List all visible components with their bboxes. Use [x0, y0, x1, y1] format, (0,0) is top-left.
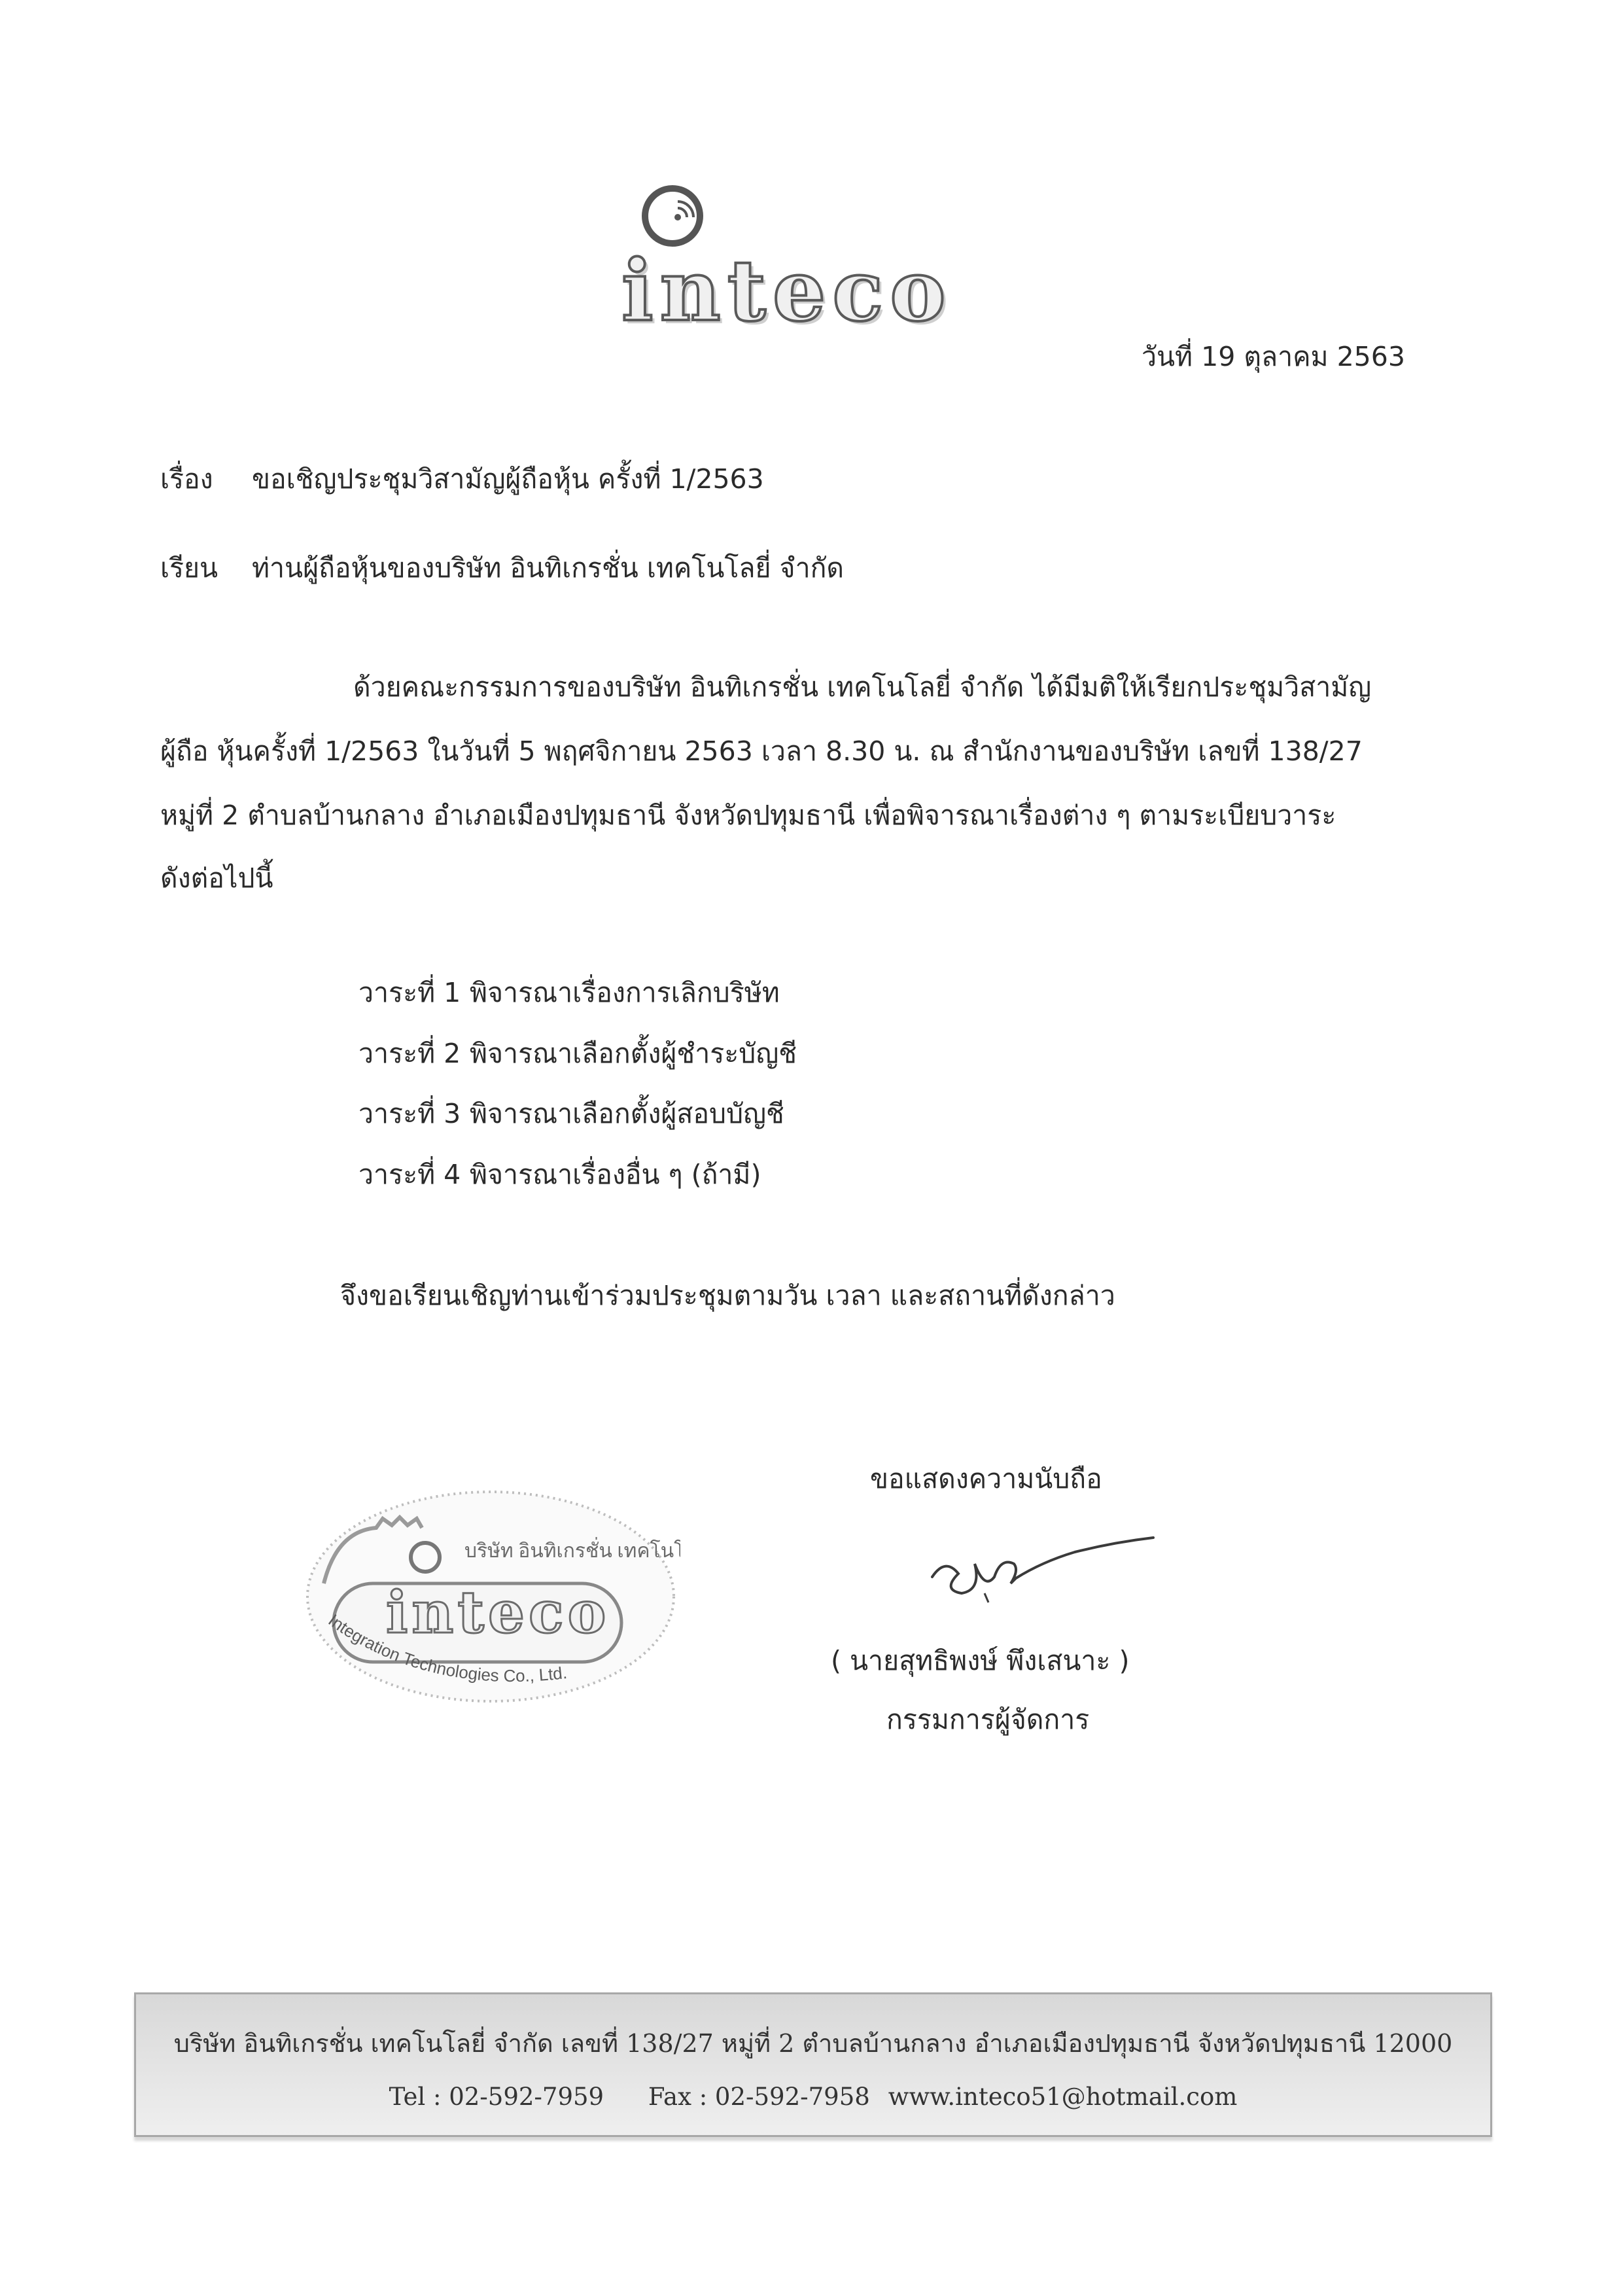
agenda-number: วาระที่ 1 [358, 977, 461, 1008]
agenda-text: พิจารณาเลือกตั้งผู้ชำระบัญชี [470, 1038, 797, 1069]
stamp-logo-word: inteco [386, 1578, 610, 1646]
recipient-text: ท่านผู้ถือหุ้นของบริษัท อินทิเกรชั่น เทคโนโลยี่ จำกัด [252, 552, 845, 584]
agenda-text: พิจารณาเรื่องอื่น ๆ (ถ้ามี) [470, 1159, 761, 1190]
stamp-english-name: Integration Technologies Co., Ltd. [324, 1610, 568, 1686]
letter-date: วันที่ 19 ตุลาคม 2563 [1142, 341, 1405, 372]
body-line: ผู้ถือ หุ้นครั้งที่ 1/2563 ในวันที่ 5 พฤศจิกายน 2563 เวลา 8.30 น. ณ สำนักงานของบริษัท เลขที่ 138/27 [160, 735, 1363, 767]
footer-tel: Tel : 02-592-7959 [389, 2083, 604, 2111]
agenda-number: วาระที่ 3 [358, 1098, 461, 1129]
closing-text: จึงขอเรียนเชิญท่านเข้าร่วมประชุมตามวัน เวลา และสถานที่ดังกล่าว [340, 1280, 1115, 1311]
subject-text: ขอเชิญประชุมวิสามัญผู้ถือหุ้น ครั้งที่ 1/2563 [252, 463, 764, 495]
recipient-label: เรียน [160, 552, 218, 584]
body-line: ดังต่อไปนี้ [160, 862, 273, 894]
agenda-item [358, 1040, 797, 1067]
footer-email: www.inteco51@hotmail.com [888, 2083, 1238, 2111]
body-line: ด้วยคณะกรรมการของบริษัท อินทิเกรชั่น เทคโนโลยี่ จำกัด ได้มีมติให้เรียกประชุมวิสามัญ [353, 671, 1372, 703]
footer-fax: Fax : 02-592-7958 [648, 2083, 870, 2111]
agenda-item [358, 977, 780, 1008]
footer-contacts [136, 2083, 1490, 2111]
agenda-text: พิจารณาเรื่องการเลิกบริษัท [470, 977, 780, 1008]
subject-label: เรื่อง [160, 463, 213, 495]
regards-text: ขอแสดงความนับถือ [870, 1463, 1102, 1494]
footer-address: บริษัท อินทิเกรชั่น เทคโนโลยี่ จำกัด เลขที่ 138/27 หมู่ที่ 2 ตำบลบ้านกลาง อำเภอเมืองปทุมธานี จังหวัดปทุมธานี 12000 [173, 2029, 1453, 2058]
logo-wordmark: inteco [621, 242, 952, 340]
agenda-item [358, 1161, 761, 1188]
company-stamp [301, 1485, 680, 1708]
signatory-position: กรรมการผู้จัดการ [886, 1704, 1090, 1735]
agenda-number: วาระที่ 2 [358, 1038, 461, 1069]
company-logo [621, 182, 952, 345]
stamp-thai-name: บริษัท อินทิเกรชั่น เทคโนโ [464, 1540, 680, 1562]
signatory-name: ( นายสุทธิพงษ์ พึงเสนาะ ) [831, 1645, 1130, 1676]
agenda-text: พิจารณาเลือกตั้งผู้สอบบัญชี [470, 1098, 784, 1129]
handwritten-signature [913, 1531, 1161, 1610]
agenda-item [358, 1098, 784, 1129]
body-line: หมู่ที่ 2 ตำบลบ้านกลาง อำเภอเมืองปทุมธานี จังหวัดปทุมธานี เพื่อพิจารณาเรื่องต่าง ๆ ตามระเบียบวาระ [160, 800, 1336, 831]
footer-banner [134, 1992, 1492, 2137]
agenda-number: วาระที่ 4 [358, 1159, 461, 1190]
